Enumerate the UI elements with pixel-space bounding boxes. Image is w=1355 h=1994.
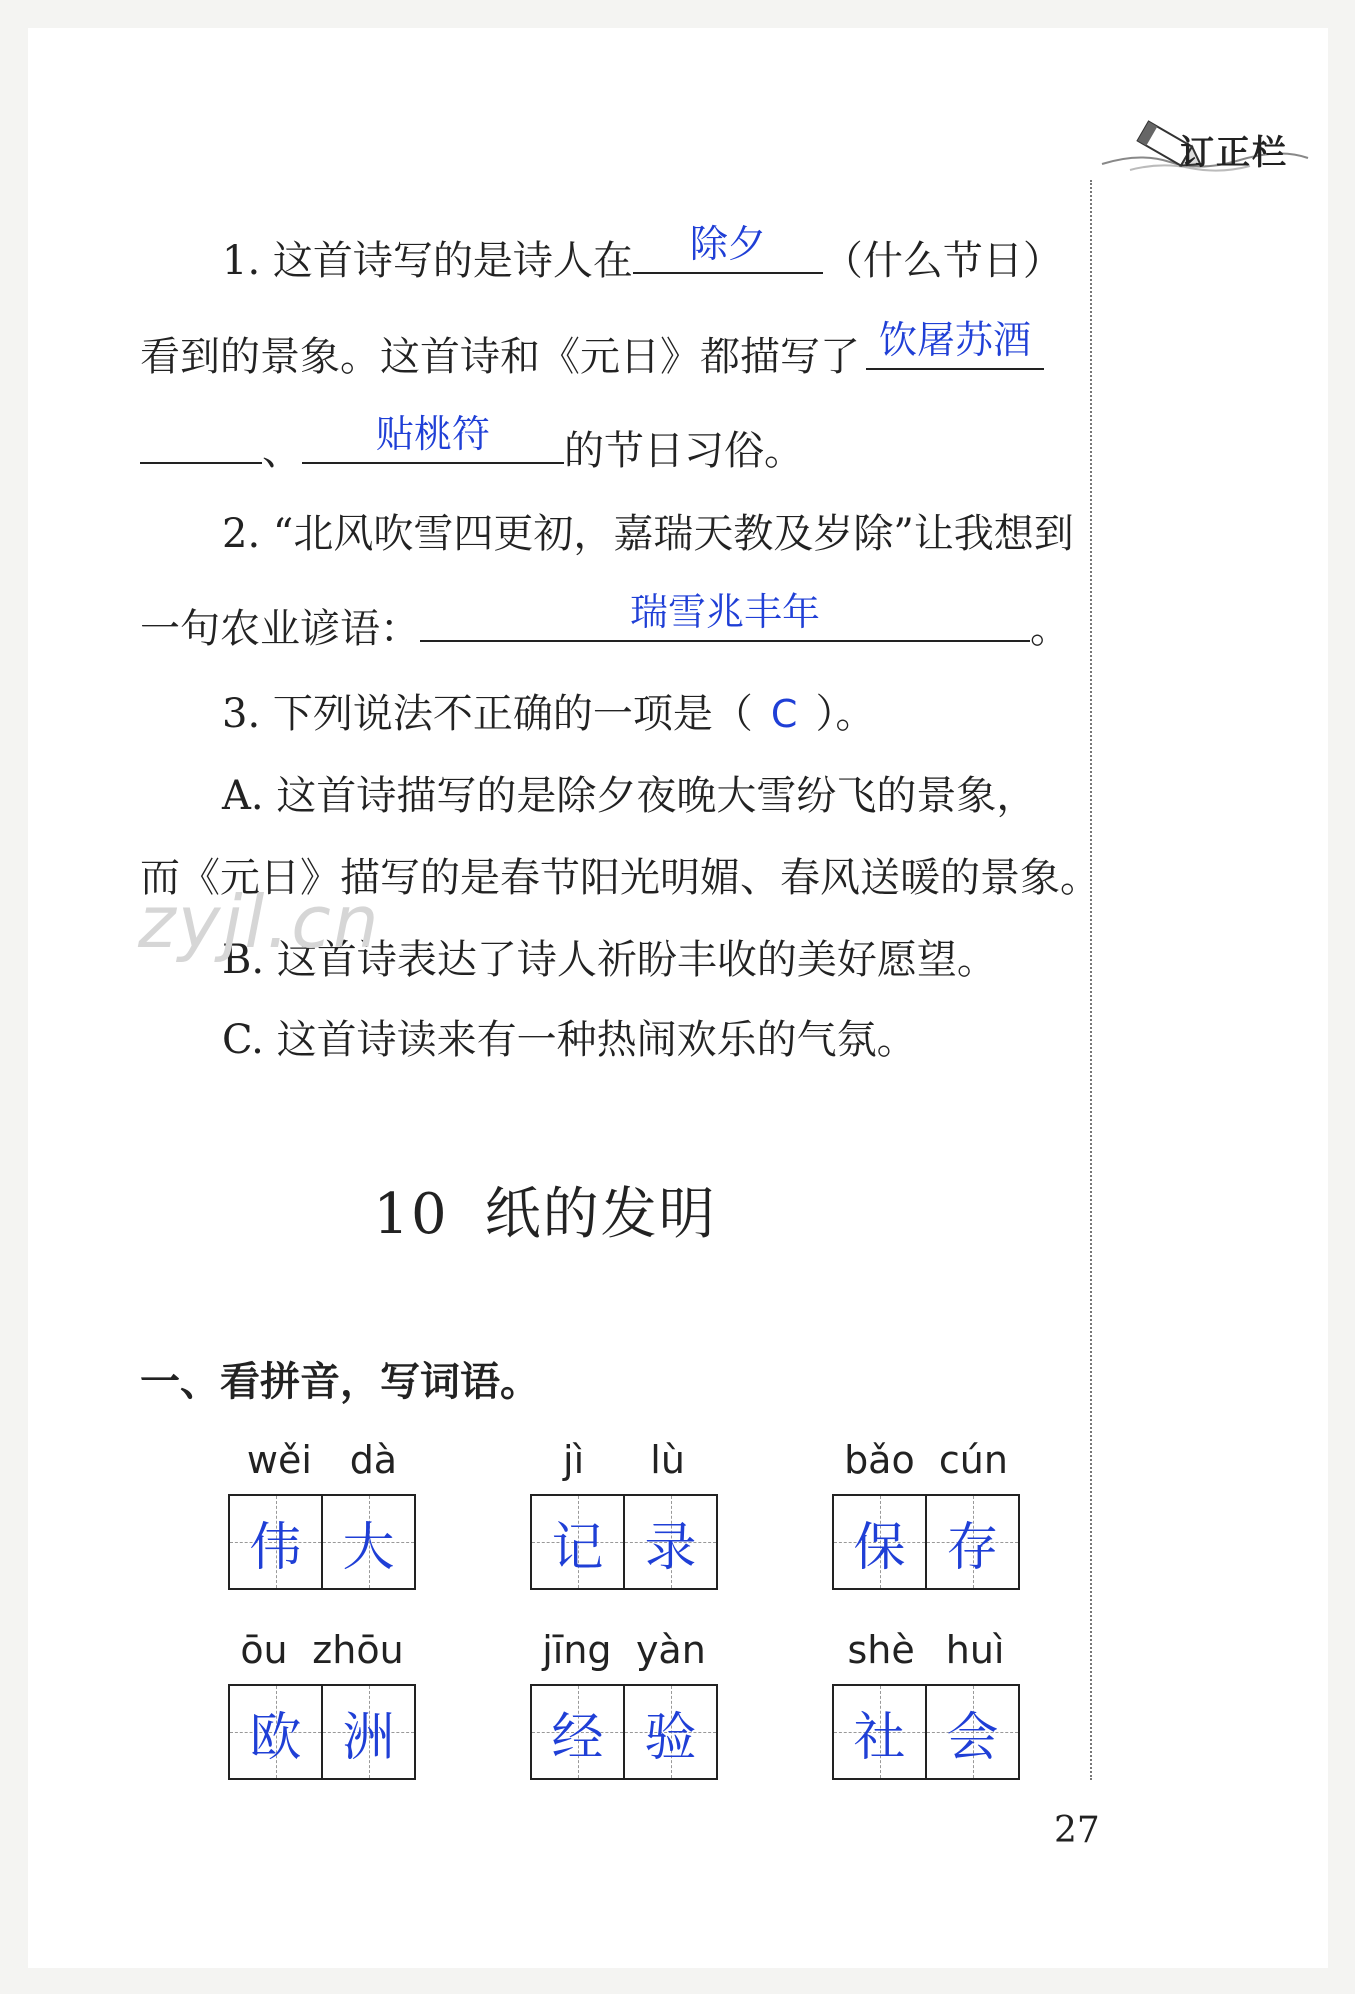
correction-margin-divider <box>1090 180 1092 1780</box>
q1-line-2: 看到的景象。这首诗和《元日》都描写了 饮屠苏酒 <box>140 332 1044 379</box>
q3-option-a-line-2: 而《元日》描写的是春节阳光明媚、春风送暖的景象。 <box>140 855 1100 901</box>
answer-blank-custom-1[interactable]: 饮屠苏酒 <box>866 332 1044 370</box>
answer-blank-festival[interactable]: 除夕 <box>633 236 823 274</box>
q3-option-b: B. 这首诗表达了诗人祈盼丰收的美好愿望。 <box>222 937 997 983</box>
tianzige-grid <box>228 1494 416 1590</box>
char-cell[interactable]: 保 <box>834 1496 925 1588</box>
chapter-heading <box>0 1170 1090 1250</box>
pinyin-row: ōu zhōu <box>240 1628 404 1672</box>
word-item <box>530 1628 718 1780</box>
char-cell[interactable]: 记 <box>532 1496 623 1588</box>
pinyin-row: bǎo cún <box>844 1438 1008 1482</box>
char-cell[interactable]: 欧 <box>230 1686 321 1778</box>
char-cell[interactable]: 洲 <box>321 1686 414 1778</box>
answer-blank-proverb[interactable]: 瑞雪兆丰年 <box>420 604 1030 642</box>
char-cell[interactable]: 会 <box>925 1686 1018 1778</box>
char-cell[interactable]: 录 <box>623 1496 716 1588</box>
char-cell[interactable]: 伟 <box>230 1496 321 1588</box>
word-item <box>530 1438 718 1590</box>
tianzige-grid <box>530 1684 718 1780</box>
answer-blank-custom-2[interactable]: 贴桃符 <box>302 426 564 464</box>
tianzige-grid <box>832 1684 1020 1780</box>
char-cell[interactable]: 经 <box>532 1686 623 1778</box>
q1-line-3: 、 贴桃符 的节日习俗。 <box>140 426 804 473</box>
q1-line-1: 1. 这首诗写的是诗人在 除夕 （什么节日） <box>222 222 1063 284</box>
correction-column-label: 订正栏 <box>1180 133 1288 173</box>
q3-option-a-line-1: A. 这首诗描写的是除夕夜晚大雪纷飞的景象， <box>222 773 1037 819</box>
word-item <box>832 1628 1020 1780</box>
pinyin-row: jīng yàn <box>542 1628 706 1672</box>
word-item <box>832 1438 1020 1590</box>
pinyin-row: jì lù <box>563 1438 685 1482</box>
q2-line-2: 一句农业谚语： 瑞雪兆丰年 。 <box>140 590 1070 652</box>
char-cell[interactable]: 大 <box>321 1496 414 1588</box>
chapter-title: 纸的发明 <box>484 1182 717 1247</box>
tianzige-grid <box>530 1494 718 1590</box>
page-number: 27 <box>1054 1810 1100 1851</box>
chapter-number: 10 <box>373 1182 449 1247</box>
tianzige-grid <box>832 1494 1020 1590</box>
watermark: zyjl.cn <box>138 880 381 964</box>
char-cell[interactable]: 验 <box>623 1686 716 1778</box>
pinyin-row: wěi dà <box>246 1438 398 1482</box>
char-cell[interactable]: 社 <box>834 1686 925 1778</box>
answer-blank-custom-1-cont <box>140 426 262 464</box>
q3-answer[interactable]: C <box>770 692 798 736</box>
word-item <box>228 1438 416 1590</box>
q2-line-1: 2. “北风吹雪四更初，嘉瑞天教及岁除”让我想到 <box>222 511 1074 557</box>
word-item <box>228 1628 416 1780</box>
q3-option-c: C. 这首诗读来有一种热闹欢乐的气氛。 <box>222 1017 917 1063</box>
q3-stem: 3. 下列说法不正确的一项是（ C ）。 <box>222 691 876 737</box>
section-title: 一、看拼音，写词语。 <box>140 1359 540 1405</box>
tianzige-grid <box>228 1684 416 1780</box>
pinyin-row: shè huì <box>847 1628 1005 1672</box>
char-cell[interactable]: 存 <box>925 1496 1018 1588</box>
